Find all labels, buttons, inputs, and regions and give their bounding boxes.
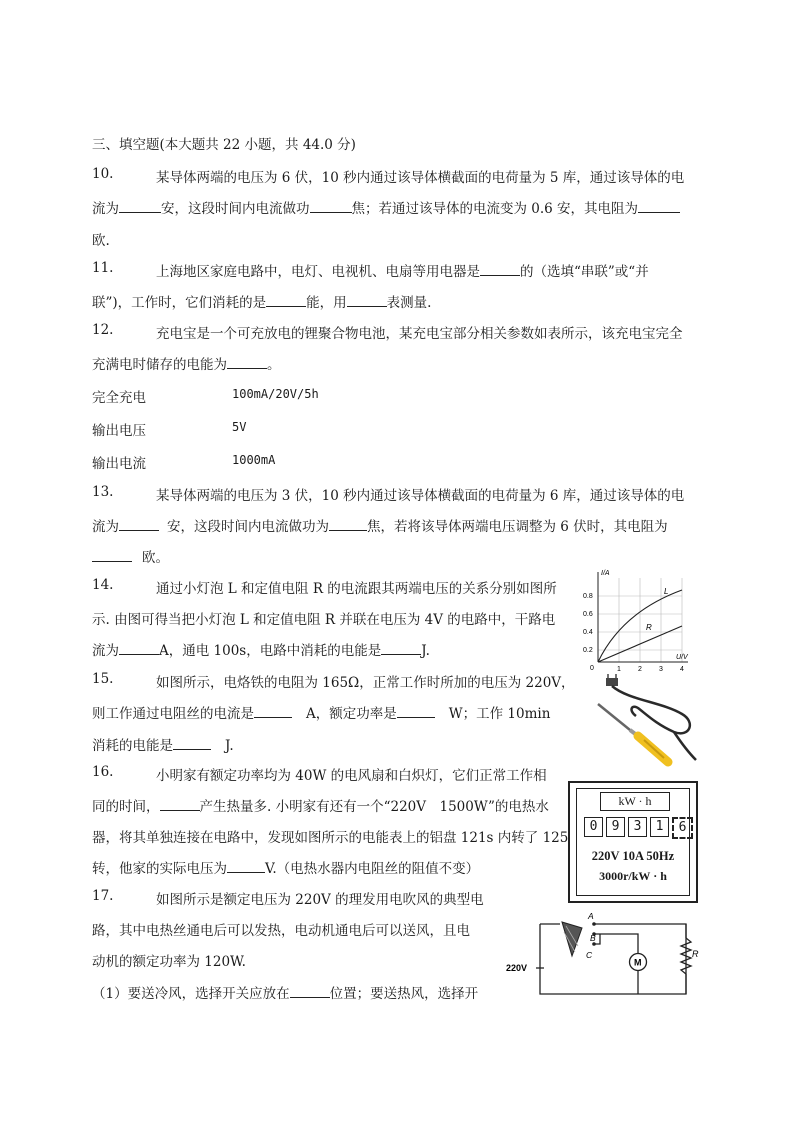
text-segment: 流为	[92, 201, 119, 217]
question-line	[92, 982, 478, 1002]
section-title: 三、填空题(本大题共 22 小题，共 44.0 分)	[92, 137, 356, 153]
question-line	[92, 197, 680, 217]
answer-blank[interactable]	[290, 983, 330, 998]
motor-label: M	[634, 957, 642, 968]
param-label: 输出电压	[92, 423, 146, 439]
curve-r-label: R	[646, 623, 652, 632]
question-number: 16.	[92, 764, 114, 780]
meter-digit-decimal: 6	[672, 817, 693, 839]
question-number: 14.	[92, 577, 114, 593]
text-segment: W；工作 10min	[448, 706, 551, 722]
x-axis-label: U/V	[676, 654, 688, 661]
question-text: 充电宝是一个可充放电的锂聚合物电池，某充电宝部分相关参数如表所示，该充电宝完全	[156, 326, 683, 342]
question-number: 12.	[92, 322, 114, 338]
question-line	[92, 702, 550, 722]
y-tick: 0.2	[583, 647, 593, 654]
text-segment: 消耗的电能是	[92, 738, 173, 754]
graph-grid	[598, 578, 682, 662]
text-segment: 焦；若通过该导体的电流变为 0.6 安，其电阻为	[351, 201, 639, 217]
answer-blank[interactable]	[119, 516, 159, 531]
param-value: 5V	[232, 420, 247, 434]
question-text: 某导体两端的电压为 6 伏，10 秒内通过该导体横截面的电荷量为 5 库，通过该导体的电	[156, 170, 685, 186]
answer-blank[interactable]	[397, 703, 435, 718]
question-line	[92, 291, 431, 311]
text-segment: 充满电时储存的电能为	[92, 357, 227, 373]
question-line: 动机的额定功率为 120W.	[92, 954, 246, 970]
text-segment: 联”)，工作时，它们消耗的是	[92, 295, 267, 311]
meter-unit: kW · h	[600, 792, 670, 811]
y-axis-label: I/A	[601, 570, 610, 577]
x-tick: 1	[617, 666, 621, 673]
question-line	[92, 515, 668, 535]
text-segment: 能，用	[306, 295, 347, 311]
question-line	[92, 734, 234, 754]
question-number: 15.	[92, 671, 114, 687]
text-segment: 欧。	[142, 550, 169, 566]
x-tick: 3	[659, 666, 663, 673]
answer-blank[interactable]	[347, 292, 387, 307]
answer-blank[interactable]	[254, 703, 292, 718]
text-segment: 则工作通过电阻丝的电流是	[92, 706, 254, 722]
question-line: 器，将其单独连接在电路中，发现如图所示的电能表上的铝盘 121s 内转了 125	[92, 830, 569, 846]
question-number: 13.	[92, 484, 114, 500]
text-segment: 表测量.	[386, 295, 432, 311]
question-number: 10.	[92, 166, 114, 182]
answer-blank[interactable]	[173, 735, 211, 750]
resistor-label: R	[692, 949, 699, 959]
question-line: 示. 由图可得当把小灯泡 L 和定值电阻 R 并联在电压为 4V 的电路中，干路电	[92, 612, 556, 628]
meter-rating: 220V 10A 50Hz	[591, 849, 675, 863]
selector-switch-icon	[562, 922, 582, 956]
question-line: 欧.	[92, 233, 110, 249]
text-segment: V.（电热水器内电阻丝的阻值不变）	[265, 861, 480, 877]
question-line	[92, 639, 430, 659]
answer-blank[interactable]	[266, 292, 306, 307]
y-tick: 0.8	[583, 593, 593, 600]
answer-blank[interactable]	[92, 547, 132, 562]
text-segment: 上海地区家庭电路中，电灯、电视机、电扇等用电器是	[156, 264, 480, 280]
answer-blank[interactable]	[480, 261, 520, 276]
answer-blank[interactable]	[310, 198, 352, 213]
text-segment: 焦，若将该导体两端电压调整为 6 伏时，其电阻为	[367, 519, 668, 535]
text-segment: 同的时间，	[92, 799, 160, 815]
param-label: 完全充电	[92, 390, 146, 406]
answer-blank[interactable]	[329, 516, 367, 531]
param-value: 100mA/20V/5h	[232, 387, 319, 401]
plug-icon	[606, 678, 618, 686]
question-text: 某导体两端的电压为 3 伏，10 秒内通过该导体横截面的电荷量为 6 库，通过该导体的电	[156, 488, 685, 504]
origin-tick: 0	[590, 665, 594, 672]
question-line	[92, 857, 479, 877]
soldering-iron-image	[592, 674, 702, 768]
curve-l-label: L	[664, 587, 669, 596]
meter-digit: 1	[650, 817, 669, 837]
electricity-meter	[568, 781, 698, 903]
question-text: 通过小灯泡 L 和定值电阻 R 的电流跟其两端电压的关系分别如图所	[156, 581, 557, 597]
question-line	[92, 795, 549, 815]
question-line	[156, 260, 649, 280]
question-number: 11.	[92, 260, 114, 276]
text-segment: 。	[267, 357, 281, 373]
meter-digit: 3	[628, 817, 647, 837]
answer-blank[interactable]	[227, 858, 265, 873]
text-segment: 的（选填“串联”或“并	[520, 264, 649, 280]
text-segment: 流为	[92, 643, 119, 659]
text-segment: （1）要送冷风，选择开关应放在	[92, 986, 290, 1002]
iu-graph	[582, 566, 692, 674]
text-segment: A，额定功率是	[306, 706, 397, 722]
question-number: 17.	[92, 888, 114, 904]
answer-blank[interactable]	[119, 198, 161, 213]
text-segment: A，通电 100s，电路中消耗的电能是	[159, 643, 382, 659]
answer-blank[interactable]	[381, 640, 421, 655]
y-tick: 0.6	[583, 611, 593, 618]
meter-constant: 3000r/kW · h	[599, 869, 667, 883]
param-label: 输出电流	[92, 456, 146, 472]
meter-digit: 9	[606, 817, 625, 837]
switch-b-label: B	[590, 933, 596, 943]
question-line	[92, 546, 169, 566]
answer-blank[interactable]	[119, 640, 159, 655]
text-segment: 转，他家的实际电压为	[92, 861, 227, 877]
text-segment: J.	[421, 643, 430, 659]
voltage-label: 220V	[506, 963, 528, 973]
text-segment: 流为	[92, 519, 119, 535]
hair-dryer-circuit	[500, 908, 700, 1000]
iron-tip	[598, 704, 630, 730]
text-segment: 安，这段时间内电流做功	[161, 201, 310, 217]
x-tick: 2	[638, 666, 642, 673]
text-segment: J.	[225, 738, 234, 754]
question-text: 如图所示是额定电压为 220V 的理发用电吹风的典型电	[156, 892, 484, 908]
y-tick: 0.4	[583, 629, 593, 636]
text-segment: 位置；要送热风，选择开	[329, 986, 479, 1002]
question-line	[92, 353, 281, 373]
text-segment: 产生热量多. 小明家有还有一个“220V 1500W”的电热水	[199, 799, 549, 815]
param-value: 1000mA	[232, 453, 276, 467]
meter-digit: 0	[584, 817, 603, 837]
meter-digits	[584, 817, 693, 839]
question-text: 小明家有额定功率均为 40W 的电风扇和白炽灯，它们正常工作相	[156, 768, 547, 784]
question-text: 如图所示，电烙铁的电阻为 165Ω，正常工作时所加的电压为 220V，	[156, 675, 575, 691]
answer-blank[interactable]	[227, 354, 267, 369]
answer-blank[interactable]	[160, 796, 200, 811]
question-line: 路，其中电热丝通电后可以发热，电动机通电后可以送风，且电	[92, 923, 470, 939]
answer-blank[interactable]	[638, 198, 680, 213]
switch-a-label: A	[588, 911, 594, 921]
text-segment: 安，这段时间内电流做功为	[167, 519, 329, 535]
resistor-icon	[681, 938, 691, 974]
switch-c-label: C	[586, 950, 593, 960]
x-tick: 4	[680, 666, 684, 673]
